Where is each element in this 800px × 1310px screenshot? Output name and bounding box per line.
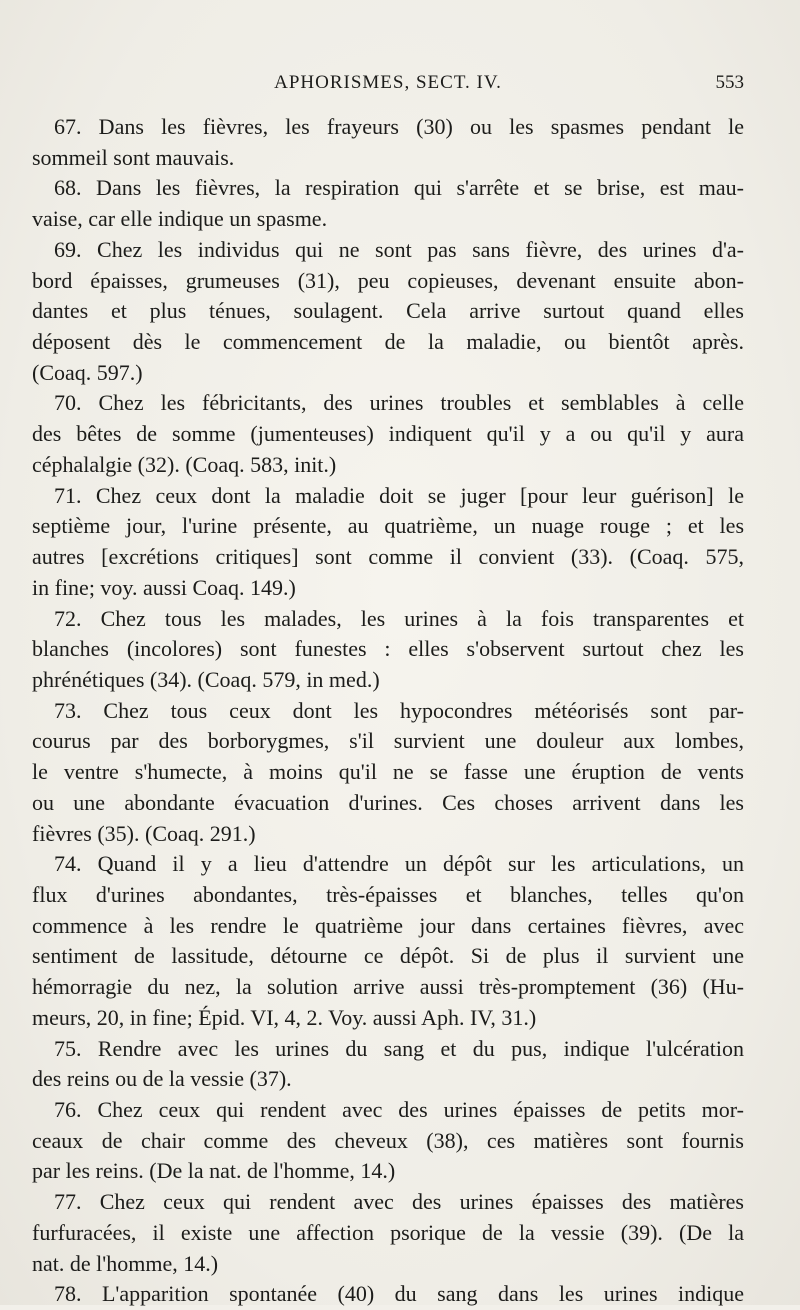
text-line: 74. Quand il y a lieu d'attendre un dépôt sur les articulations, un [54,851,744,877]
text-line: 67. Dans les fièvres, les frayeurs (30) ou les spasmes pendant le [54,114,744,139]
page-number: 553 [715,72,744,93]
text-line: 71. Chez ceux dont la maladie doit se juger [pour leur guérison] le [54,482,744,508]
text-line: 70. Chez les fébricitants, des urines troubles et semblables à celle [54,390,744,416]
text-line: des bêtes de somme (jumenteuses) indiquent qu'il y a ou qu'il y aura [32,421,744,447]
text-line: fièvres (35). (Coaq. 291.) [32,820,256,846]
text-line: céphalalgie (32). (Coaq. 583, init.) [32,451,337,477]
text-line: le ventre s'humecte, à moins qu'il ne se fasse une éruption de vents [32,759,744,785]
text-line: 72. Chez tous les malades, les urines à la fois transparentes et [54,605,744,631]
running-title: APHORISMES, SECT. IV. [274,72,502,93]
text-line: ceaux de chair comme des cheveux (38), ces matières sont fournis [32,1127,744,1153]
text-line: par les reins. (De la nat. de l'homme, 14.) [32,1158,396,1184]
text-line: sommeil sont mauvais. [32,144,235,170]
text-line: 69. Chez les individus qui ne sont pas sans fièvre, des urines d'a- [54,236,744,262]
text-line: dantes et plus ténues, soulagent. Cela arrive surtout quand elles [32,298,744,324]
text-line: sentiment de lassitude, détourne ce dépôt. Si de plus il survient une [32,943,744,969]
text-line: blanches (incolores) sont funestes : elles s'observent surtout chez les [32,636,744,662]
text-line: in fine; voy. aussi Coaq. 149.) [32,574,296,600]
text-line: vaise, car elle indique un spasme. [32,206,328,232]
text-line: 76. Chez ceux qui rendent avec des urines épaisses de petits mor- [54,1097,744,1122]
text-line: 77. Chez ceux qui rendent avec des urines épaisses des matières [54,1189,744,1215]
text-line: furfuracées, il existe une affection psorique de la vessie (39). (De la [32,1219,744,1245]
text-line: 75. Rendre avec les urines du sang et du pus, indique l'ulcération [54,1035,744,1061]
text-line: flux d'urines abondantes, très-épaisses et blanches, telles qu'on [32,881,744,907]
text-line: ou une abondante évacuation d'urines. Ces choses arrivent dans les [32,789,744,815]
text-line: 68. Dans les fièvres, la respiration qui s'arrête et se brise, est mau- [54,175,744,201]
text-line: des reins ou de la vessie (37). [32,1066,292,1092]
text-line: 78. L'apparition spontanée (40) du sang dans les urines indique [54,1281,744,1307]
text-line: (Coaq. 597.) [32,359,143,385]
text-line: phrénétiques (34). (Coaq. 579, in med.) [32,666,380,692]
text-line: hémorragie du nez, la solution arrive aussi très-promptement (36) (Hu- [32,974,744,1000]
running-header [32,72,744,104]
text-line: septième jour, l'urine présente, au quatrième, un nuage rouge ; et les [32,513,744,539]
text-line: autres [excrétions critiques] sont comme il convient (33). (Coaq. 575, [32,544,744,570]
text-line: meurs, 20, in fine; Épid. VI, 4, 2. Voy. aussi Aph. IV, 31.) [32,1004,537,1030]
text-line: déposent dès le commencement de la maladie, ou bientôt après. [32,329,744,355]
text-line: courus par des borborygmes, s'il survient une douleur aux lombes, [32,728,744,754]
text-line: commence à les rendre le quatrième jour dans certaines fièvres, avec [32,912,744,938]
text-line: nat. de l'homme, 14.) [32,1250,219,1276]
text-line: bord épaisses, grumeuses (31), peu copieuses, devenant ensuite abon- [32,267,744,293]
text-line: 73. Chez tous ceux dont les hypocondres météorisés sont par- [54,697,744,723]
body-text [32,112,744,1310]
